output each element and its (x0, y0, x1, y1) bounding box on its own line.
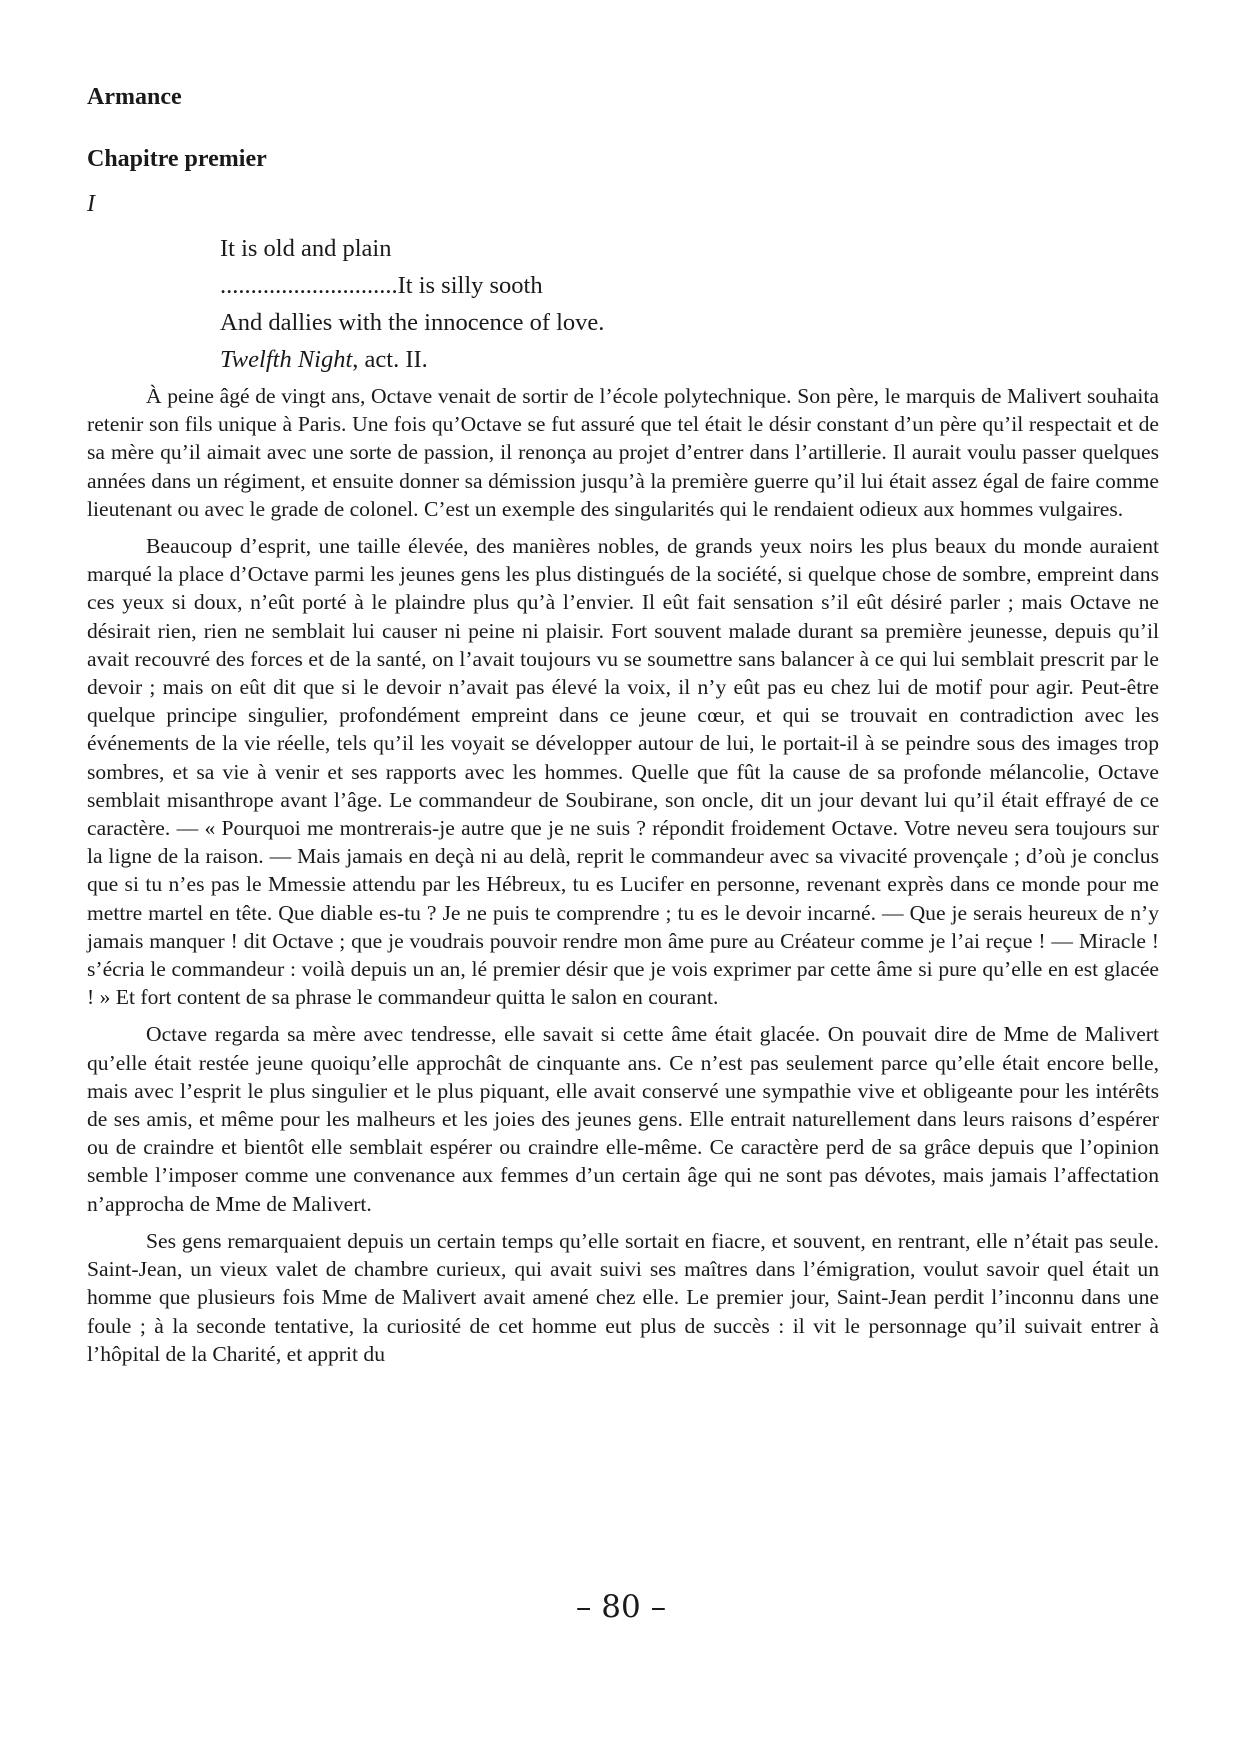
epigraph (220, 230, 1159, 378)
paragraph: Ses gens remarquaient depuis un certain temps qu’elle sortait en fiacre, et souvent, en rentrant, elle n’était pas seule. Saint-Jean, un vieux valet de chambre curieux, qui avait suivi ses maîtres dans l’émigration, voulut savoir quel était un homme que plusieurs fois Mme de Malivert avait amené chez elle. Le premier jour, Saint-Jean perdit l’inconnu dans une foule ; à la seconde tentative, la curiosité de cet homme eut plus de succès : il vit le personnage qu’il suivait entrer à l’hôpital de la Charité, et apprit du (87, 1228, 1159, 1366)
paragraph: Beaucoup d’esprit, une taille élevée, des manières nobles, de grands yeux noirs les plus beaux du monde auraient marqué la place d’Octave parmi les jeunes gens les plus distingués de la société, si quelque chose de sombre, empreint dans ces yeux si doux, n’eût porté à le plaindre plus qu’à l’envier. Il eût fait sensation s’il eût désiré parler ; mais Octave ne désirait rien, rien ne semblait lui causer ni peine ni plaisir. Fort souvent malade durant sa première jeunesse, depuis qu’il avait recouvré des forces et de la santé, on l’avait toujours vu se soumettre sans balancer à ce qui lui semblait prescrit par le devoir ; mais on eût dit que si le devoir n’avait pas élevé la voix, il n’y eût pas eu chez lui de motif pour agir. Peut-être quelque principe singulier, profondément empreint dans ce jeune cœur, et qui se trouvait en contradiction avec les événements de la vie réelle, tels qu’il les voyait se développer autour de lui, le portait-il à se peindre sous des images trop sombres, et sa vie à venir et ses rapports avec les hommes. Quelle que fût la cause de sa profonde mélancolie, Octave semblait misanthrope avant l’âge. Le commandeur de Soubirane, son oncle, dit un jour devant lui qu’il était effrayé de ce caractère. — « Pourquoi me montrerais-je autre que je ne suis ? répondit froidement Octave. Votre neveu sera toujours sur la ligne de la raison. — Mais jamais en deçà ni au delà, reprit le commandeur avec sa vivacité provençale ; d’où je conclus que si tu n’es pas le Mmessie attendu par les Hébreux, tu es Lucifer en personne, revenant exprès dans ce monde pour me mettre martel en tête. Que diable es-tu ? Je ne puis te comprendre ; tu es le devoir incarné. — Que je serais heureux de n’y jamais manquer ! dit Octave ; que je voudrais pouvoir rendre mon âme pure au Créateur comme je l’ai reçue ! — Miracle ! s’écria le commandeur : voilà depuis un an, lé premier désir que je vois exprimer par cette âme si pure qu’elle en est glacée ! » Et fort content de sa phrase le commandeur quitta le salon en courant. (87, 534, 1159, 1010)
paragraph: À peine âgé de vingt ans, Octave venait de sortir de l’école polytechnique. Son père, le marquis de Malivert souhaita retenir son fils unique à Paris. Une fois qu’Octave se fut assuré que tel était le désir constant d’un père qu’il respectait et de sa mère qu’il aimait avec une sorte de passion, il renonça au projet d’entrer dans l’artillerie. Il aurait voulu passer quelques années dans un régiment, et ensuite donner sa démission jusqu’à la première guerre qu’il lui était assez égal de faire comme lieutenant ou avec le grade de colonel. C’est un exemple des singularités qui le rendaient odieux aux hommes vulgaires. (87, 384, 1159, 521)
section-number: I (87, 191, 95, 217)
page-number: – 80 – (575, 1589, 667, 1625)
book-title: Armance (87, 84, 182, 110)
paragraph: Octave regarda sa mère avec tendresse, elle savait si cette âme était glacée. On pouvait dire de Mme de Malivert qu’elle était restée jeune quoiqu’elle approchât de cinquante ans. Ce n’est pas seulement parce qu’elle était encore belle, mais avec l’esprit le plus singulier et le plus piquant, elle avait conservé une sympathie vive et obligeante pour les intérêts de ses amis, et même pour les malheurs et les joies des jeunes gens. Elle entrait naturellement dans leurs raisons d’espérer ou de craindre et bientôt elle semblait espérer ou craindre elle-même. Ce caractère perd de sa grâce depuis que l’opinion semble l’imposer comme une convenance aux femmes d’un certain âge qui ne sont pas dévotes, mais jamais l’affectation n’approcha de Mme de Malivert. (87, 1022, 1159, 1216)
epigraph-line-2: .............................It is silly sooth (220, 272, 543, 299)
epigraph-source-rest: , act. II. (352, 346, 428, 373)
epigraph-line-3: And dallies with the innocence of love. (220, 309, 605, 336)
epigraph-line-1: It is old and plain (220, 235, 392, 262)
epigraph-source (220, 341, 1159, 378)
chapter-title: Chapitre premier (87, 146, 267, 172)
page-content (87, 82, 1159, 1377)
body-text (87, 382, 1159, 1368)
epigraph-source-title: Twelfth Night (220, 346, 353, 373)
